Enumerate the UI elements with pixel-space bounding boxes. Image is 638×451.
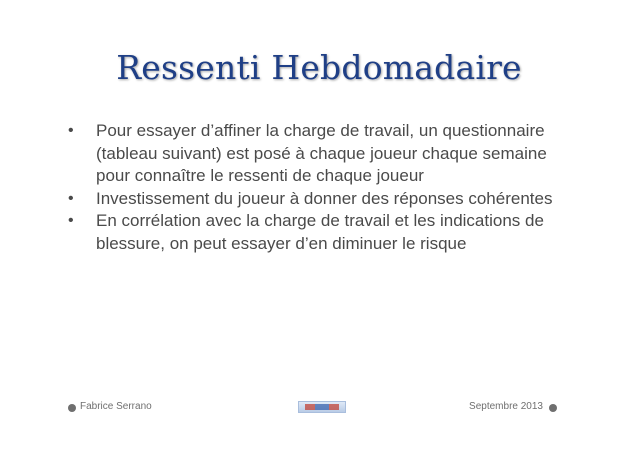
logo-mark (305, 404, 339, 410)
bullet-icon: • (68, 212, 74, 229)
bullet-item (68, 188, 568, 211)
bullet-icon: • (68, 122, 74, 139)
slide-footer (0, 398, 638, 426)
bullet-text: En corrélation avec la charge de travail et les indications de blessure, on peut essayer d’en diminuer le risque (96, 211, 544, 253)
bullet-text: Investissement du joueur à donner des réponses cohérentes (96, 188, 553, 208)
footer-date: Septembre 2013 (469, 401, 543, 412)
footer-dot-icon (549, 404, 557, 412)
footer-dot-icon (68, 404, 76, 412)
club-logo-icon (298, 401, 346, 413)
slide-title: Ressenti Hebdomadaire (116, 48, 522, 87)
bullet-item (68, 120, 568, 188)
footer-author: Fabrice Serrano (80, 401, 152, 412)
bullet-item (68, 210, 568, 255)
bullet-text: Pour essayer d’affiner la charge de travail, un questionnaire (tableau suivant) est posé à chaque joueur chaque semaine pour connaître le ressenti de chaque joueur (96, 121, 547, 185)
bullet-icon: • (68, 189, 74, 207)
bullet-list (68, 120, 568, 255)
